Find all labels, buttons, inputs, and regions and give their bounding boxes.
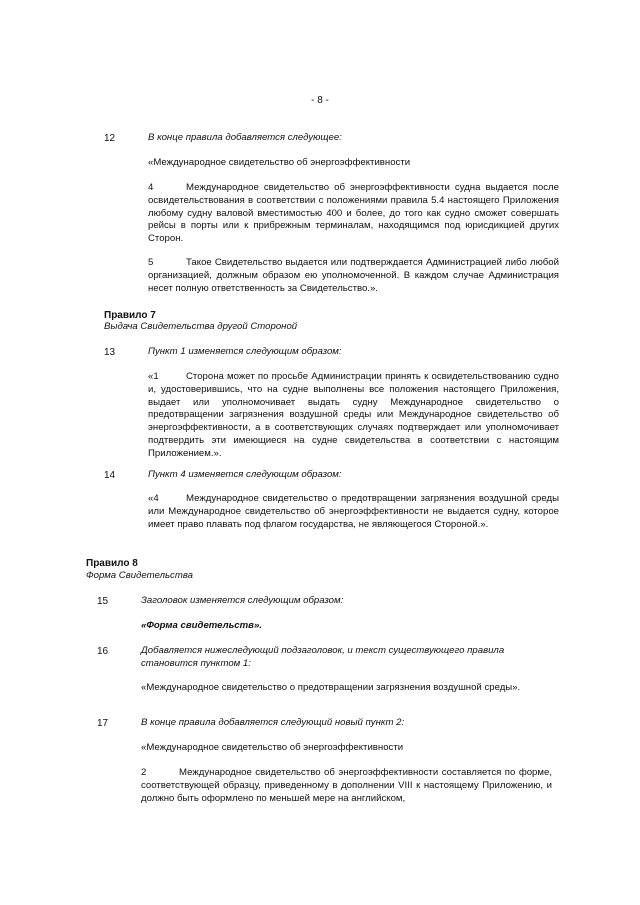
item-17-instruction: В конце правила добавляется следующий новый пункт 2: [141, 717, 405, 728]
item-12-paragraph-4-number: 4 [148, 182, 154, 193]
item-14-number: 14 [104, 470, 116, 481]
item-12-paragraph-5-number: 5 [148, 257, 154, 268]
item-15-instruction: Заголовок изменяется следующим образом: [141, 595, 344, 606]
rule-8-subtitle: Форма Свидетельства [86, 570, 193, 581]
item-16-text: «Международное свидетельство о предотвращении загрязнения воздушной среды». [141, 682, 521, 693]
item-14-paragraph [148, 493, 559, 531]
item-12-heading: «Международное свидетельство об энергоэффективности [148, 157, 411, 168]
item-15-new-title: «Форма свидетельств». [141, 620, 262, 631]
item-15-number: 15 [97, 596, 109, 607]
item-17-number: 17 [97, 718, 109, 729]
rule-7-subtitle: Выдача Свидетельства другой Стороной [104, 321, 298, 332]
item-12-paragraph-5 [148, 257, 559, 295]
item-16-instruction: Добавляется нижеследующий подзаголовок, и текст существующего правила становится пунктом 1: [141, 645, 505, 669]
item-17-paragraph-2-text: Международное свидетельство об энергоэффективности составляется по форме, соответствующей образцу, приведенному в дополнении VIII к настоящему Приложению, и должно быть оформлено по меньшей мере на английском, [141, 767, 552, 804]
item-13-number: 13 [104, 347, 116, 358]
page-number: - 8 - [311, 95, 329, 106]
item-17-paragraph-2-number: 2 [141, 767, 147, 778]
item-16-number: 16 [97, 646, 109, 657]
item-12-paragraph-4 [148, 182, 559, 246]
item-13-paragraph-text: Сторона может по просьбе Администрации принять к освидетельствованию судно и, удостоверившись, что на судне выполнены все положения настоящего Приложения, выдает или уполномочивает выдать судну Международное свидетельство о предотвращении загрязнения воздушной среды или Международное свидетельство об энергоэффективности, а в соответствующих случаях подтверждает или уполномочивает подтвердить эти имеющиеся на судне свидетельства в соответствии с настоящим Приложением.». [148, 371, 559, 459]
item-14-instruction: Пункт 4 изменяется следующим образом: [148, 469, 342, 480]
rule-7-title: Правило 7 [104, 310, 156, 321]
item-13-paragraph-number: «1 [148, 371, 159, 382]
rule-8-title: Правило 8 [86, 558, 138, 569]
item-14-paragraph-text: Международное свидетельство о предотвращении загрязнения воздушной среды или Международное свидетельство об энергоэффективности не выдается судну, которое имеет право плавать под флагом государства, не являющегося Стороной.». [148, 493, 559, 530]
item-12-number: 12 [104, 133, 116, 144]
item-13-instruction: Пункт 1 изменяется следующим образом: [148, 346, 342, 357]
item-12-paragraph-5-text: Такое Свидетельство выдается или подтверждается Администрацией либо любой организацией, должным образом ею уполномоченной. В каждом случае Администрация несет полную ответственность за Свидетельство.». [148, 257, 559, 294]
item-14-paragraph-number: «4 [148, 493, 159, 504]
item-17-paragraph-2 [141, 767, 552, 805]
item-17-heading: «Международное свидетельство об энергоэффективности [141, 742, 404, 753]
item-12-instruction: В конце правила добавляется следующее: [148, 132, 342, 143]
item-12-paragraph-4-text: Международное свидетельство об энергоэффективности судна выдается после освидетельствования в соответствии с положениями правила 5.4 настоящего Приложения любому судну валовой вместимостью 400 и более, до того как судно сможет совершать рейсы в порты или к прибрежным терминалам, находящимся под юрисдикцией других Сторон. [148, 182, 559, 244]
item-13-paragraph [148, 371, 559, 460]
